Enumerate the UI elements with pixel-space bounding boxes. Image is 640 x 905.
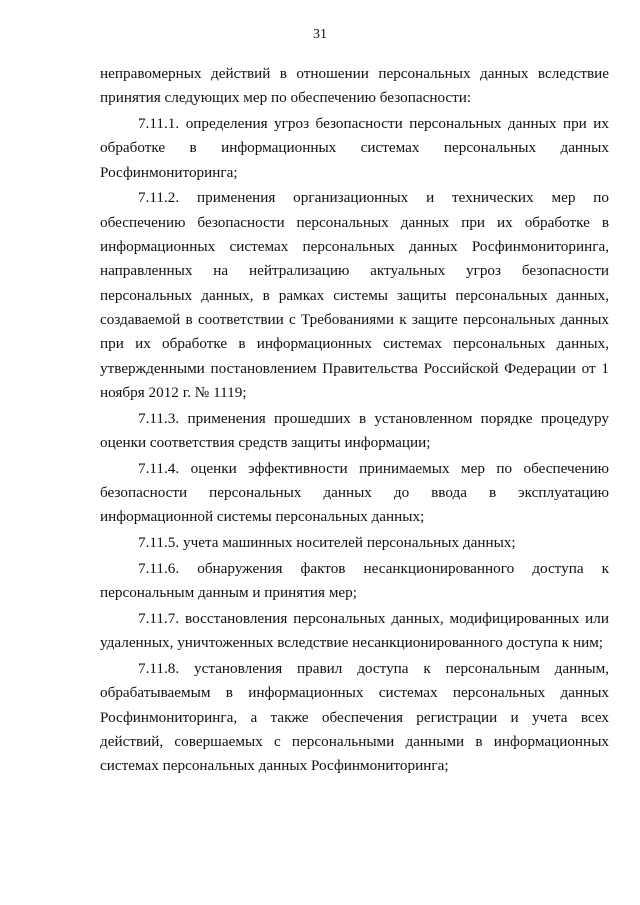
paragraph-7-11-5: 7.11.5. учета машинных носителей персональных данных; — [138, 534, 516, 552]
paragraph-7-11-2: 7.11.2. применения организационных и технических мер по обеспечению безопасности персональных данных при их обработке в информационных системах персональных данных Росфинмониторинга, направленных на нейтрализацию актуальных угроз безопасности персональных данных, в рамках системы защиты персональных данных, создаваемой в соответствии с Требованиями к защите персональных данных при их обработке в информационных системах персональных данных, утвержденными постановлением Правительства Российской Федерации от 1 ноября 2012 г. № 1119; — [100, 189, 609, 401]
paragraph-7-11-7: 7.11.7. восстановления персональных данных, модифицированных или удаленных, уничтоженных вследствие несанкционированного доступа к ним; — [100, 610, 609, 652]
paragraph-intro: неправомерных действий в отношении персональных данных вследствие принятия следующих мер по обеспечению безопасности: — [100, 65, 609, 107]
document-body — [100, 62, 609, 779]
paragraph-7-11-1: 7.11.1. определения угроз безопасности персональных данных при их обработке в информационных системах персональных данных Росфинмониторинга; — [100, 115, 609, 181]
paragraph-7-11-3: 7.11.3. применения прошедших в установленном порядке процедуру оценки соответствия средств защиты информации; — [100, 409, 609, 451]
paragraph-7-11-4: 7.11.4. оценки эффективности принимаемых мер по обеспечению безопасности персональных данных до ввода в эксплуатацию информационной системы персональных данных; — [100, 459, 609, 526]
paragraph-7-11-6: 7.11.6. обнаружения фактов несанкционированного доступа к персональным данным и принятия мер; — [100, 559, 609, 602]
paragraph-7-11-8: 7.11.8. установления правил доступа к персональным данным, обрабатываемым в информационных системах персональных данных Росфинмониторинга, а также обеспечения регистрации и учета всех действий, совершаемых с персональными данными в информационных системах персональных данных Росфинмониторинга; — [100, 660, 609, 775]
page-number: 31 — [313, 27, 327, 42]
